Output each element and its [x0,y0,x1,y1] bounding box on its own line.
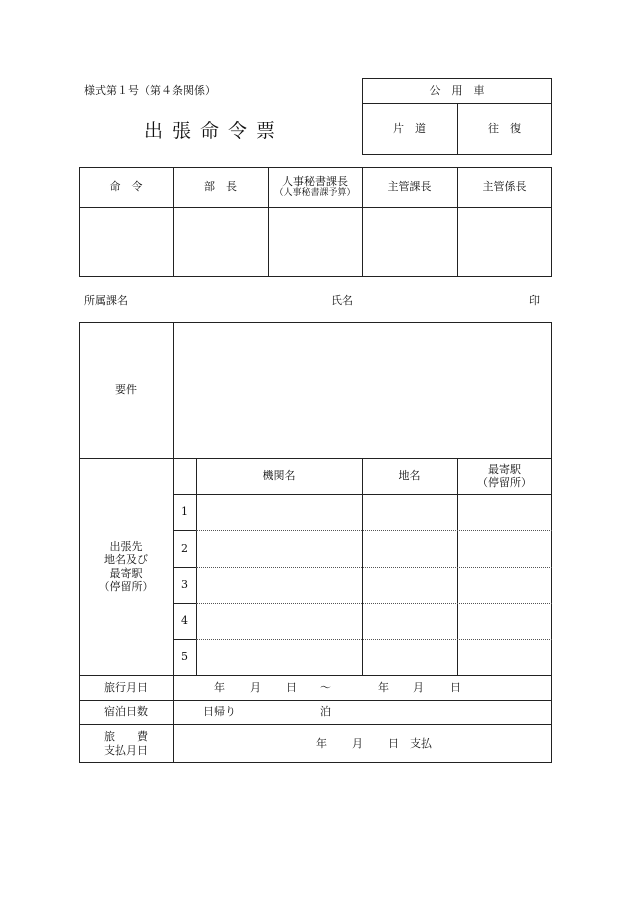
row-number: 1 [181,505,188,519]
destination-label-line: 出張先 [109,540,143,554]
header-org-name: 機関名 [262,469,296,483]
payment-month: 月 [352,737,363,750]
travel-year-to: 年 [378,681,389,694]
travel-dates-label: 旅行月日 [104,680,148,694]
page-title: 出張命令票 [144,120,285,142]
col-director: 部 長 [204,180,237,194]
payment-year: 年 [316,737,327,750]
row-number: 4 [181,614,188,628]
hr-chief-label: 人事秘書課長 [282,175,348,188]
vehicle-one-way: 片 道 [393,122,426,136]
vehicle-heading: 公 用 車 [429,83,485,97]
day-trip-text: 日帰り [203,705,236,718]
station-note: （停留所） [477,476,532,489]
col-section-chief: 主管課長 [387,180,432,194]
department-label: 所属課名 [84,294,128,307]
travel-day-from: 日 [286,681,297,694]
form-number: 様式第１号（第４条関係） [84,84,216,97]
col-order: 命 令 [109,180,143,194]
payment-label-line2: 支払月日 [104,743,148,757]
row-number: 2 [181,541,188,555]
row-number: 5 [181,650,188,664]
destination-label [79,458,173,675]
payment-date-label [79,724,173,763]
purpose-label: 要件 [115,383,137,397]
travel-month-from: 月 [250,681,261,694]
vehicle-round-trip: 往 復 [488,122,521,136]
payment-label-line1: 旅 費 [104,730,148,744]
nights-label: 宿泊日数 [104,705,148,719]
travel-month-to: 月 [413,681,424,694]
hr-chief-note: （人事秘書課予算） [274,188,356,199]
header-place-name: 地名 [398,469,421,483]
seal-label: 印 [529,294,540,307]
nights-unit: 泊 [320,705,331,718]
col-unit-chief: 主管係長 [482,180,527,194]
header-station [457,458,552,494]
destination-label-line: 最寄駅 [109,566,143,580]
destination-label-line: （停留所） [98,579,154,593]
payment-pay: 支払 [410,737,432,750]
payment-day: 日 [388,737,399,750]
travel-year-from: 年 [214,681,225,694]
row-number: 3 [181,578,188,592]
travel-tilde: 〜 [320,681,331,694]
station-label: 最寄駅 [488,462,521,476]
col-hr-chief [268,167,362,207]
name-label: 氏名 [331,294,353,307]
travel-day-to: 日 [450,681,461,694]
destination-label-line: 地名及び [104,553,148,567]
